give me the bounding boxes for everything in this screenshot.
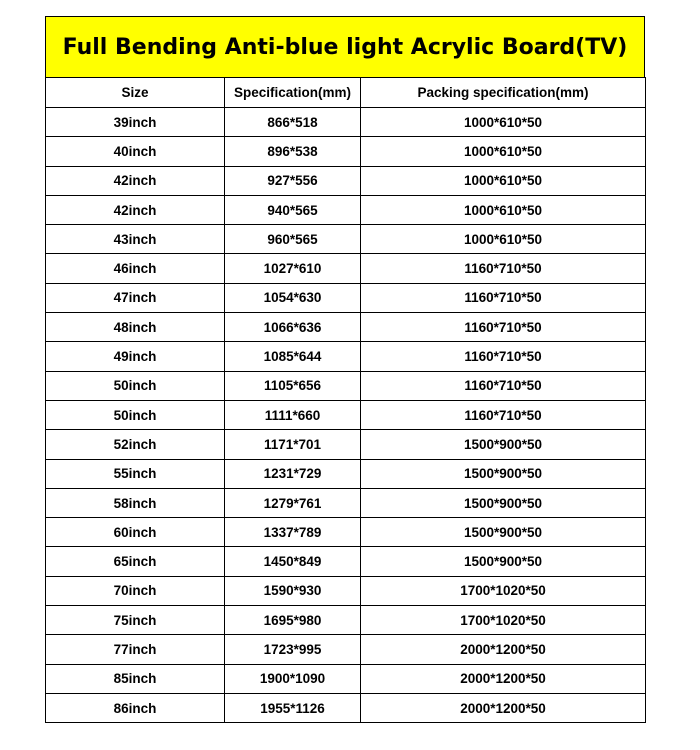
cell-size: 50inch [46,371,225,400]
cell-size: 55inch [46,459,225,488]
cell-specification: 1027*610 [225,254,361,283]
cell-size: 60inch [46,518,225,547]
cell-size: 42inch [46,195,225,224]
cell-size: 48inch [46,313,225,342]
table-body [46,108,646,723]
cell-packing: 1000*610*50 [361,108,646,137]
cell-packing: 1500*900*50 [361,488,646,517]
cell-size: 58inch [46,488,225,517]
cell-specification: 1066*636 [225,313,361,342]
cell-specification: 896*538 [225,137,361,166]
cell-specification: 1695*980 [225,606,361,635]
table-row [46,430,646,459]
table-row [46,459,646,488]
header-packing: Packing specification(mm) [361,78,646,108]
cell-packing: 1000*610*50 [361,225,646,254]
table-row [46,547,646,576]
cell-size: 46inch [46,254,225,283]
cell-packing: 1500*900*50 [361,459,646,488]
cell-packing: 1160*710*50 [361,313,646,342]
cell-size: 65inch [46,547,225,576]
cell-specification: 1054*630 [225,283,361,312]
title-banner [45,16,645,77]
cell-size: 52inch [46,430,225,459]
header-specification: Specification(mm) [225,78,361,108]
cell-packing: 1700*1020*50 [361,576,646,605]
spec-sheet [45,16,645,723]
cell-packing: 1160*710*50 [361,254,646,283]
page-title: Full Bending Anti-blue light Acrylic Board(TV) [62,34,628,60]
cell-size: 50inch [46,400,225,429]
cell-size: 40inch [46,137,225,166]
cell-packing: 1160*710*50 [361,283,646,312]
table-row [46,225,646,254]
cell-packing: 1000*610*50 [361,137,646,166]
cell-specification: 1955*1126 [225,693,361,722]
cell-specification: 1900*1090 [225,664,361,693]
cell-specification: 1111*660 [225,400,361,429]
cell-size: 77inch [46,635,225,664]
table-row [46,664,646,693]
header-size: Size [46,78,225,108]
cell-packing: 2000*1200*50 [361,693,646,722]
cell-packing: 1500*900*50 [361,547,646,576]
cell-size: 39inch [46,108,225,137]
table-row [46,635,646,664]
cell-specification: 940*565 [225,195,361,224]
table-row [46,606,646,635]
cell-specification: 1337*789 [225,518,361,547]
cell-size: 42inch [46,166,225,195]
cell-packing: 1500*900*50 [361,430,646,459]
table-row [46,488,646,517]
cell-specification: 1279*761 [225,488,361,517]
cell-specification: 1231*729 [225,459,361,488]
cell-packing: 1000*610*50 [361,166,646,195]
table-row [46,576,646,605]
table-row [46,166,646,195]
cell-specification: 1085*644 [225,342,361,371]
cell-size: 85inch [46,664,225,693]
table-row [46,283,646,312]
cell-specification: 927*556 [225,166,361,195]
table-row [46,137,646,166]
table-row [46,342,646,371]
cell-specification: 1171*701 [225,430,361,459]
cell-packing: 1160*710*50 [361,342,646,371]
spec-table [45,77,646,723]
table-row [46,254,646,283]
cell-specification: 1105*656 [225,371,361,400]
header-row [46,78,646,108]
table-row [46,693,646,722]
cell-size: 43inch [46,225,225,254]
cell-packing: 1500*900*50 [361,518,646,547]
cell-specification: 866*518 [225,108,361,137]
cell-size: 86inch [46,693,225,722]
cell-size: 49inch [46,342,225,371]
table-row [46,195,646,224]
cell-specification: 960*565 [225,225,361,254]
cell-specification: 1590*930 [225,576,361,605]
cell-specification: 1723*995 [225,635,361,664]
cell-packing: 1700*1020*50 [361,606,646,635]
table-row [46,313,646,342]
cell-packing: 1160*710*50 [361,400,646,429]
table-row [46,400,646,429]
cell-packing: 1000*610*50 [361,195,646,224]
table-row [46,518,646,547]
cell-size: 75inch [46,606,225,635]
table-row [46,371,646,400]
cell-size: 47inch [46,283,225,312]
cell-size: 70inch [46,576,225,605]
cell-specification: 1450*849 [225,547,361,576]
cell-packing: 1160*710*50 [361,371,646,400]
cell-packing: 2000*1200*50 [361,664,646,693]
table-row [46,108,646,137]
cell-packing: 2000*1200*50 [361,635,646,664]
